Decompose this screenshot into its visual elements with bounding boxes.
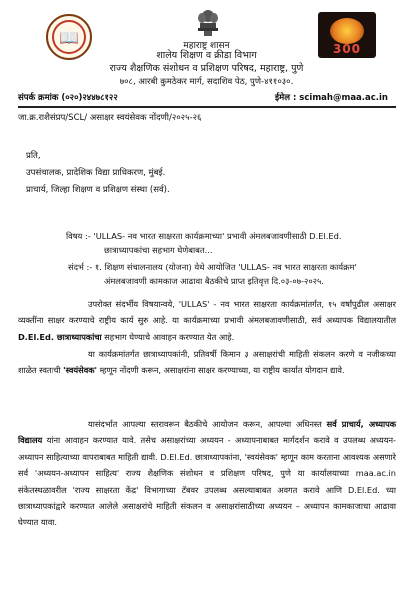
council-title: राज्य शैक्षणिक संशोधन व प्रशिक्षण परिषद, महाराष्ट्र, पुणे [109, 63, 304, 74]
reference-line-1: संदर्भ :- १. शिक्षण संचालनालय (योजना) येथे आयोजित 'ULLAS- नव भारत साक्षरता कार्यक्रम' [68, 262, 357, 272]
addressee-line-1: उपसंचालक, प्रादेशिक विद्या प्राधिकरण, मुंबई. [26, 168, 166, 178]
addressee-salutation: प्रति, [26, 151, 41, 161]
subject-line-1: विषय :- 'ULLAS- नव भारत साक्षरता कार्यक्रमाच्या' प्रभावी अंमलबजावणीसाठी D.El.Ed. [66, 231, 342, 241]
anniversary-logo: 300 [318, 12, 376, 58]
paragraph-1: उपरोक्त संदर्भीय विषयान्वये, 'ULLAS' - नव भारत साक्षरता कार्यक्रमांतर्गत, १५ वर्षांपुढील असाक्षर व्यक्तींना साक्षर करण्याचे राष्ट्रीय कार्य सुरु आहे. या कार्यक्रमाच्या प्रभावी अंमलबजावणीसाठी, सर्व अध्यापक विद्यालयातील D.El.Ed. छात्राध्यापकांचा सहभाग घेण्याचे आवाहन करण्यात येत आहे. [18, 299, 396, 342]
subject-line-2: छात्राध्यापकांचा सहभाग घेणेबाबत... [104, 245, 213, 255]
department-title: शालेय शिक्षण व क्रीडा विभाग [156, 50, 257, 61]
ashoka-emblem-icon [196, 8, 220, 38]
contact-bar [18, 92, 396, 108]
office-address: ७०८, आरबी कुमठेकर मार्ग, सदाशिव पेठ, पुणे-४११०३०. [119, 77, 294, 87]
email-address: ईमेल : scimah@maa.ac.in [274, 93, 388, 103]
govt-title: महाराष्ट्र शासन [183, 41, 230, 51]
phone-number: संपर्क क्रमांक (०२०)२४४७८१२२ [18, 93, 118, 103]
book-icon: 📖 [52, 20, 86, 54]
reference-line-2: अंमलबजावणी कामकाज आढावा बैठकीचे प्राप्त इतिवृत्त दि.०३-०७-२०२५. [104, 276, 324, 286]
addressee-line-2: प्राचार्य, जिल्हा शिक्षण व प्रशिक्षण संस्था (सर्व). [26, 185, 170, 195]
reference-number: जा.क्र.राशैसंप्रप/SCL/ असाक्षर स्वयंसेवक नोंदणी/२०२५-२६ [18, 113, 202, 123]
paragraph-2: या कार्यक्रमांतर्गत छात्राध्यापकांनी, प्रतिवर्षी किमान ३ असाक्षरांची माहिती संकलन करणे व नजीकच्या शाळेत स्वतःची 'स्वयंसेवक' म्हणून नोंदणी करून, असाक्षरांना साक्षर करण्याच्या, या राष्ट्रीय कार्यात योगदान द्यावे. [18, 349, 396, 376]
paragraph-3: यासंदर्भात आपल्या स्तरावरून बैठकीचे आयोजन करून, आपल्या अधिनस्त सर्व प्राचार्य, अध्यापक विद्यालय यांना आवाहन करण्यात यावे. तसेच असाक्षरांच्या अध्ययन - अध्यापनाबाबत मार्गदर्शन करावे व उपलब्ध अध्ययन-अध्यापन साहित्याच्या वापराबाबत माहिती द्यावी. D.El.Ed. छात्राध्यापकांना, 'स्वयंसेवक' म्हणून काम करताना आवश्यक असणारे सर्व 'अध्ययन-अध्यापन साहित्य' राज्य शैक्षणिक संशोधन व प्रशिक्षण परिषद, पुणे या कार्यालयाच्या maa.ac.in संकेतस्थळावरील 'राज्य साक्षरता केंद्र' विभागाच्या टॅबवर उपलब्ध असल्याबाबत अवगत करावे आणि D.El.Ed. च्या छात्राध्यापकांद्वारे करण्यात आलेले असाक्षरांचे माहिती संकलन व असाक्षरांसाठीच्या अध्ययन – अध्यापन कामकाजाचा आढावा घेण्यात यावा. [18, 419, 397, 528]
